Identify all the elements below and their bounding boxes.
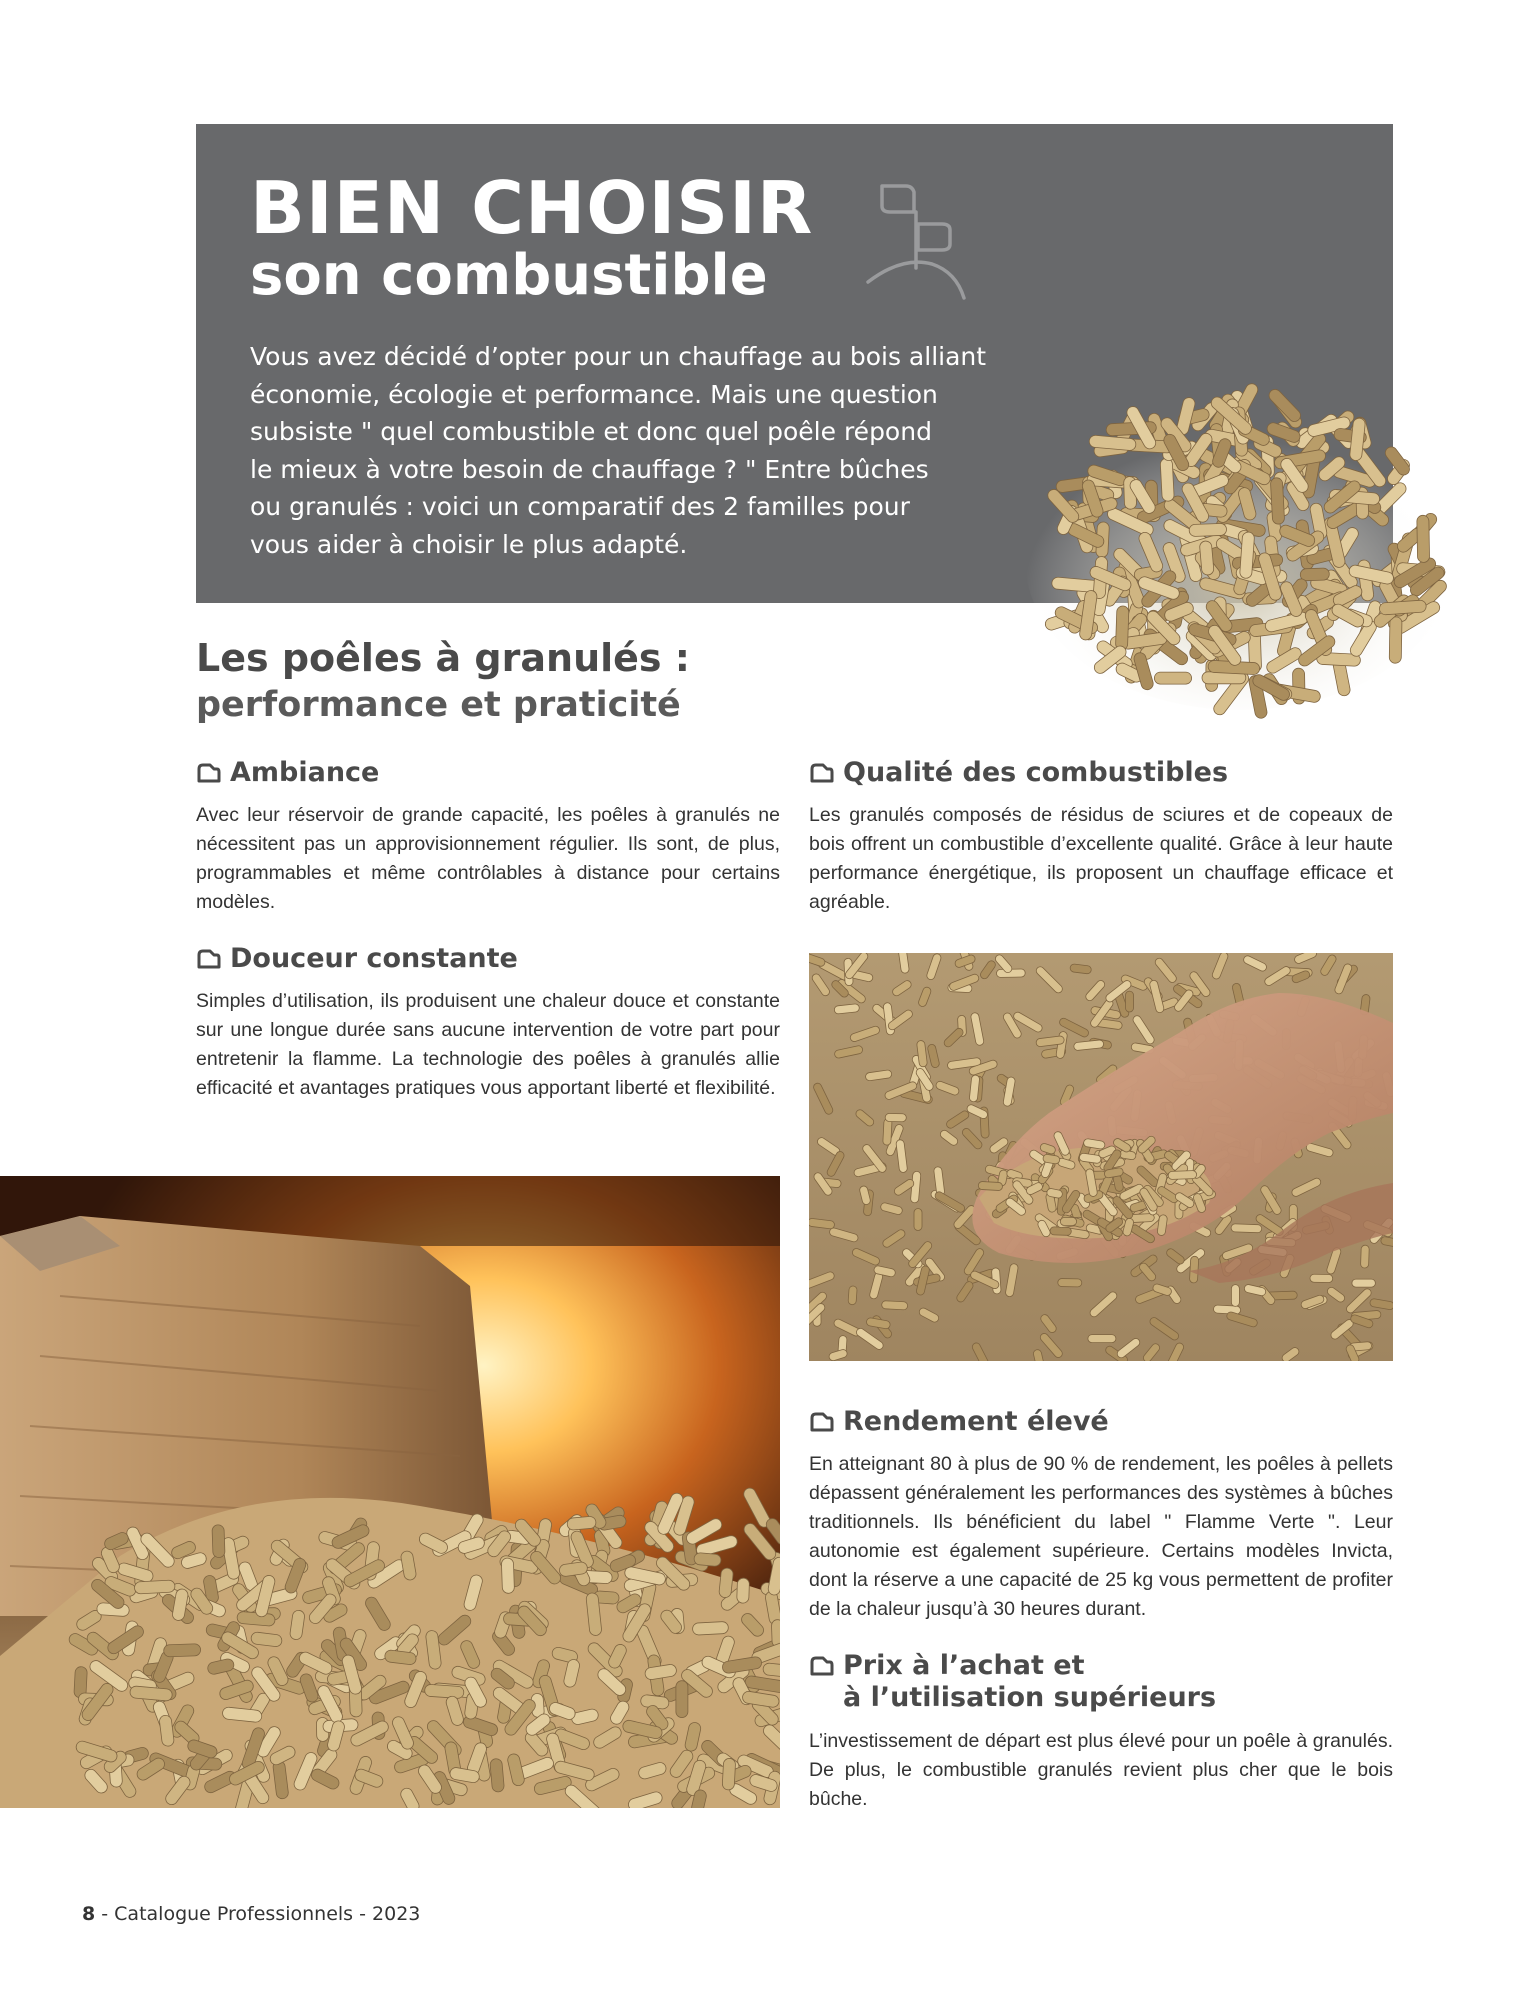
block-title: Qualité des combustibles [843, 757, 1229, 788]
wood-fire-photo [0, 1176, 780, 1808]
block-heading [809, 1406, 1393, 1438]
pellet [676, 1681, 688, 1718]
pellet [1199, 541, 1214, 576]
pellet [1417, 515, 1430, 562]
intro-paragraph [250, 338, 1080, 563]
block-text: En atteignant 80 à plus de 90 % de rendement, les poêles à pellets dépassent généralement les performances des systèmes à bûches traditionnels. Ils bénéficient du label " Flamme Verte ". Leur autonomie est également supérieure. Certains modèles Invicta, dont la réserve a une capacité de 25 kg vous permettent de profiter de la chaleur jusqu’à 30 heures durant. [809, 1453, 1393, 1621]
block-qualite [809, 757, 1393, 917]
pellet [1389, 617, 1402, 664]
block-text: L’investissement de départ est plus élevé pour un poêle à granulés. De plus, le combustible granulés revient plus cher que le bois bûche. [809, 1729, 1393, 1810]
block-text: Avec leur réservoir de grande capacité, les poêles à granulés ne nécessitent pas un approvisionnement régulier. Ils sont, de plus, programmables et même contrôlables à distance pour certains modèles. [196, 804, 780, 914]
pellet [1060, 1218, 1076, 1226]
page-title: BIEN CHOISIR [250, 166, 814, 250]
pellet [1310, 1274, 1333, 1282]
pellet [694, 1552, 722, 1566]
pellet [1361, 1245, 1370, 1268]
pellet [1270, 478, 1284, 525]
pellet [882, 1301, 908, 1310]
block-title-line: Prix à l’achat et [843, 1650, 1085, 1681]
tab-bullet-icon [809, 1411, 835, 1433]
intro-line: ou granulés : voici un comparatif des 2 familles pour [250, 492, 910, 521]
pellet [134, 1580, 175, 1594]
page-footer [82, 1903, 420, 1925]
pellet [1231, 1224, 1262, 1233]
hands-pellets-photo [809, 953, 1393, 1361]
block-title: Ambiance [230, 757, 380, 788]
pellet [885, 1113, 906, 1121]
tab-bullet-icon [196, 762, 222, 784]
block-heading [196, 757, 780, 789]
pellet [1160, 458, 1174, 501]
block-prix [809, 1650, 1393, 1814]
pellet [1050, 1227, 1071, 1236]
pellet [501, 1558, 514, 1594]
pellet [424, 1684, 464, 1699]
tab-bullet-icon [809, 1655, 835, 1677]
pellet [848, 1286, 857, 1305]
pellet [737, 1578, 750, 1603]
pellet [1126, 991, 1134, 1012]
block-heading [196, 943, 780, 975]
block-title: Rendement élevé [843, 1406, 1109, 1437]
tab-bullet-icon [809, 762, 835, 784]
pellet [1231, 1285, 1239, 1307]
block-heading [809, 1650, 1393, 1715]
pellet [1168, 1171, 1197, 1180]
tab-bullet-icon [196, 948, 222, 970]
pellet [914, 1209, 922, 1231]
pellet [1189, 523, 1227, 536]
pellet [1058, 1278, 1082, 1286]
section-title: Les poêles à granulés : [196, 636, 690, 680]
intro-line: économie, écologie et performance. Mais une question [250, 379, 938, 409]
pellet [1115, 606, 1129, 650]
pellet-pile-image [1020, 360, 1460, 720]
block-heading [809, 757, 1393, 789]
intro-line: le mieux à votre besoin de chauffage ? " Entre bûches [250, 454, 929, 484]
leaf-icon [862, 178, 972, 300]
pellet [883, 1118, 892, 1145]
footer-text: - Catalogue Professionnels - 2023 [95, 1903, 421, 1925]
section-subtitle: performance et praticité [196, 685, 681, 725]
intro-line: subsiste " quel combustible et donc quel poêle répond [250, 417, 932, 446]
block-title [843, 1650, 1216, 1715]
pellet [978, 1181, 1003, 1190]
pellet [1352, 1279, 1376, 1287]
block-text: Simples d’utilisation, ils produisent une chaleur douce et constante sur une longue durée sans aucune intervention de votre part pour entretenir la flamme. La technologie des poêles à granulés allie efficacité et avantages pratiques vous apportant liberté et flexibilité. [196, 990, 780, 1100]
pellet [1300, 568, 1329, 581]
pellet [1154, 672, 1191, 684]
pellet [212, 1525, 225, 1558]
pellet [692, 1621, 728, 1635]
intro-line: Vous avez décidé d’opter pour un chauffage au bois alliant [250, 342, 987, 371]
block-rendement [809, 1406, 1393, 1624]
block-text: Les granulés composés de résidus de sciures et de copeaux de bois offrent un combustible d’excellente qualité. Grâce à leur haute performance énergétique, ils proposent un chauffage efficace et agréable. [809, 804, 1393, 914]
page-number: 8 [82, 1903, 96, 1925]
intro-line: vous aider à choisir le plus adapté. [250, 529, 688, 559]
block-ambiance [196, 757, 780, 917]
pellet [164, 1644, 201, 1657]
pellet [490, 1758, 505, 1792]
pellet [1088, 1335, 1116, 1343]
block-title: Douceur constante [230, 943, 518, 974]
pellet [722, 1758, 736, 1790]
page-subtitle: son combustible [250, 243, 768, 308]
pellet [567, 1516, 597, 1530]
block-title-line: à l’utilisation supérieurs [843, 1682, 1217, 1714]
block-douceur [196, 943, 780, 1103]
